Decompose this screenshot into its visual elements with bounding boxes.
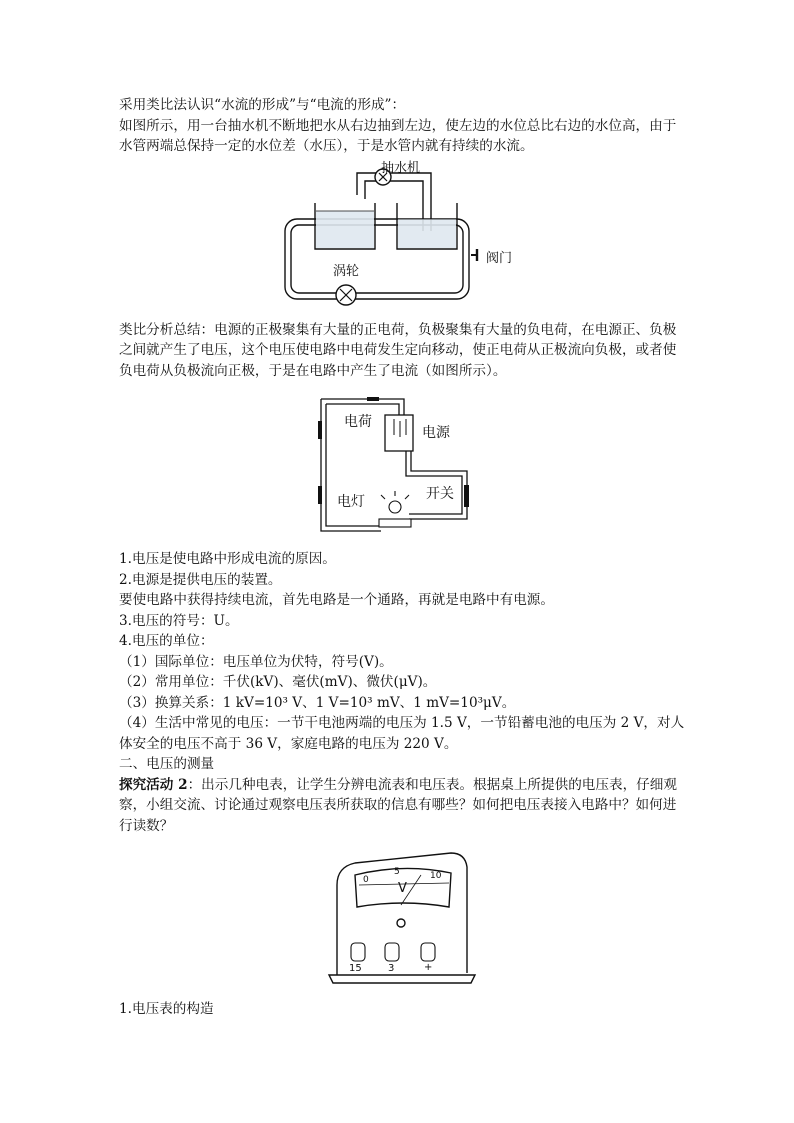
terminal-3: 3 <box>388 963 395 974</box>
voltmeter-figure <box>119 845 689 995</box>
terminal-15: 15 <box>349 963 362 974</box>
voltmeter-structure-heading: 1.电压表的构造 <box>119 1001 214 1017</box>
lamp-label: 电灯 <box>337 494 365 510</box>
scale-tick-0: 0 <box>363 875 369 885</box>
activity-paragraph <box>119 775 689 837</box>
note-9: （4）生活中常见的电压：一节干电池两端的电压为 1.5 V，一节铅蓄电池的电压为 2 V，对人体安全的电压不高于 36 V，家庭电路的电压为 220 V。 <box>119 715 685 752</box>
scale-tick-10: 10 <box>430 871 442 881</box>
charge-label: 电荷 <box>344 414 372 430</box>
pump-label: 抽水机 <box>381 160 421 176</box>
valve-label: 阀门 <box>486 250 513 266</box>
source-label: 电源 <box>422 425 450 441</box>
switch-label: 开关 <box>426 486 454 502</box>
scale-tick-5: 5 <box>394 867 400 877</box>
water-flow-figure <box>119 157 689 317</box>
note-6: （1）国际单位：电压单位为伏特，符号(V)。 <box>119 653 393 670</box>
note-5: 4.电压的单位： <box>119 633 214 649</box>
meter-unit: V <box>398 881 407 896</box>
activity-label: 探究活动 2 <box>119 776 188 793</box>
note-2: 2.电源是提供电压的装置。 <box>119 571 282 588</box>
paragraph-analogy-summary: 类比分析总结：电源的正极聚集有大量的正电荷，负极聚集有大量的负电荷，在电源正、负极之间就产生了电压，这个电压使电路中电荷发生定向移动，使正电荷从正极流向负极，或者使负电荷从负极流向正极，于是在电路中产生了电流（如图所示）。 <box>119 321 677 379</box>
note-8: （3）换算关系：1 kV=10³ V、1 V=10³ mV、1 mV=10³μV。 <box>119 694 516 711</box>
turbine-label: 涡轮 <box>333 263 360 279</box>
circuit-figure <box>119 391 689 549</box>
note-3: 要使电路中获得持续电流，首先电路是一个通路，再就是电路中有电源。 <box>119 592 554 608</box>
paragraph-water-flow: 如图所示，用一台抽水机不断地把水从右边抽到左边，使左边的水位总比右边的水位高，由于水管两端总保持一定的水位差（水压），于是水管内就有持续的水流。 <box>119 117 677 154</box>
section-heading: 二、电压的测量 <box>119 756 215 772</box>
voltage-notes <box>119 549 689 836</box>
note-1: 1.电压是使电路中形成电流的原因。 <box>119 551 336 567</box>
terminal-plus: + <box>424 962 433 973</box>
document-page <box>119 95 689 1020</box>
note-4: 3.电压的符号：U。 <box>119 612 239 629</box>
note-7: （2）常用单位：千伏(kV)、毫伏(mV)、微伏(μV)。 <box>119 674 437 690</box>
activity-text: ：出示几种电表，让学生分辨电流表和电压表。根据桌上所提供的电压表，仔细观察，小组交流、讨论通过观察电压表所获取的信息有哪些？如何把电压表接入电路中？如何进行读数？ <box>119 776 677 834</box>
paragraph-analogy-intro: 采用类比法认识“水流的形成”与“电流的形成”： <box>119 97 406 113</box>
